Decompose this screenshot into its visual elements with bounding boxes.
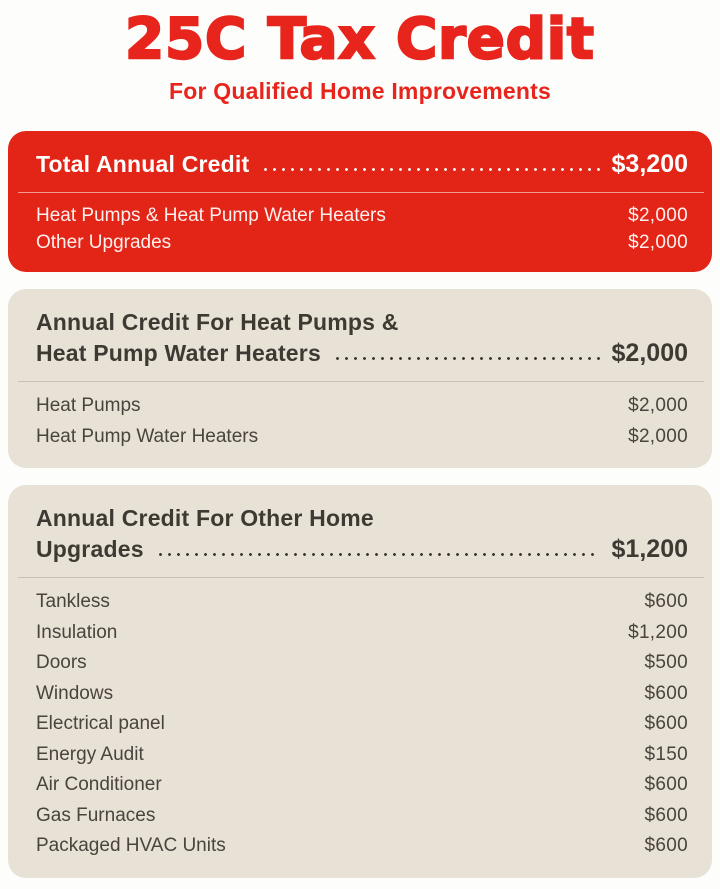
row-value: $150 xyxy=(644,743,688,765)
credit-row xyxy=(36,709,688,740)
card-total-value: $3,200 xyxy=(611,150,688,178)
card-total-value: $2,000 xyxy=(611,339,688,367)
card-title-line2: Total Annual Credit xyxy=(36,151,250,177)
card-title-line2: Heat Pump Water Heaters xyxy=(36,340,321,366)
credit-row xyxy=(36,740,688,771)
row-label: Heat Pump Water Heaters xyxy=(36,425,259,447)
row-value: $600 xyxy=(644,835,688,856)
card-total-value: $1,200 xyxy=(611,535,688,563)
dotted-leader xyxy=(261,168,599,171)
row-value: $600 xyxy=(644,591,688,612)
row-value: $600 xyxy=(644,682,688,704)
card-divider xyxy=(18,192,704,193)
card-title-row xyxy=(36,534,688,565)
credit-row xyxy=(36,831,688,862)
card-title-row xyxy=(36,338,688,369)
header-block xyxy=(0,0,720,105)
row-label: Electrical panel xyxy=(36,713,165,734)
row-label: Heat Pumps & Heat Pump Water Heaters xyxy=(36,205,386,226)
card-header xyxy=(36,149,688,180)
credit-cards xyxy=(0,131,720,878)
card-title-line1: Annual Credit For Heat Pumps & xyxy=(36,309,399,335)
row-value: $600 xyxy=(644,804,688,826)
row-label: Doors xyxy=(36,652,87,673)
dotted-leader xyxy=(156,553,600,556)
row-value: $2,000 xyxy=(628,425,688,447)
page-title: 25C Tax Credit xyxy=(125,7,595,72)
credit-row xyxy=(36,229,688,256)
row-value: $500 xyxy=(644,652,688,673)
row-label: Packaged HVAC Units xyxy=(36,835,226,856)
credit-row xyxy=(36,648,688,679)
row-value: $2,000 xyxy=(628,232,688,253)
card-header xyxy=(36,307,688,369)
card-title-row xyxy=(36,149,688,180)
page-subtitle: For Qualified Home Improvements xyxy=(169,78,551,104)
row-label: Other Upgrades xyxy=(36,232,172,253)
row-label: Insulation xyxy=(36,621,118,643)
credit-row xyxy=(36,801,688,832)
card-divider xyxy=(18,577,704,578)
credit-row xyxy=(36,422,688,453)
card-rows xyxy=(36,391,688,452)
row-label: Gas Furnaces xyxy=(36,804,156,826)
row-label: Windows xyxy=(36,682,114,704)
card-header xyxy=(36,503,688,565)
row-label: Energy Audit xyxy=(36,743,144,765)
row-value: $600 xyxy=(644,774,688,795)
row-value: $2,000 xyxy=(628,205,688,226)
row-value: $2,000 xyxy=(628,395,688,416)
row-label: Heat Pumps xyxy=(36,395,141,416)
credit-row xyxy=(36,679,688,710)
card-title-line1: Annual Credit For Other Home xyxy=(36,505,374,531)
credit-card xyxy=(8,485,712,878)
dotted-leader xyxy=(333,357,600,360)
card-title-line2: Upgrades xyxy=(36,536,144,562)
credit-row xyxy=(36,770,688,801)
credit-card xyxy=(8,131,712,272)
card-rows xyxy=(36,202,688,256)
row-label: Air Conditioner xyxy=(36,774,162,795)
credit-card xyxy=(8,289,712,468)
card-divider xyxy=(18,381,704,382)
row-label: Tankless xyxy=(36,591,110,612)
credit-row xyxy=(36,587,688,618)
credit-row xyxy=(36,391,688,422)
card-rows xyxy=(36,587,688,862)
credit-row xyxy=(36,618,688,649)
row-value: $600 xyxy=(644,713,688,734)
credit-row xyxy=(36,202,688,229)
row-value: $1,200 xyxy=(628,621,688,643)
